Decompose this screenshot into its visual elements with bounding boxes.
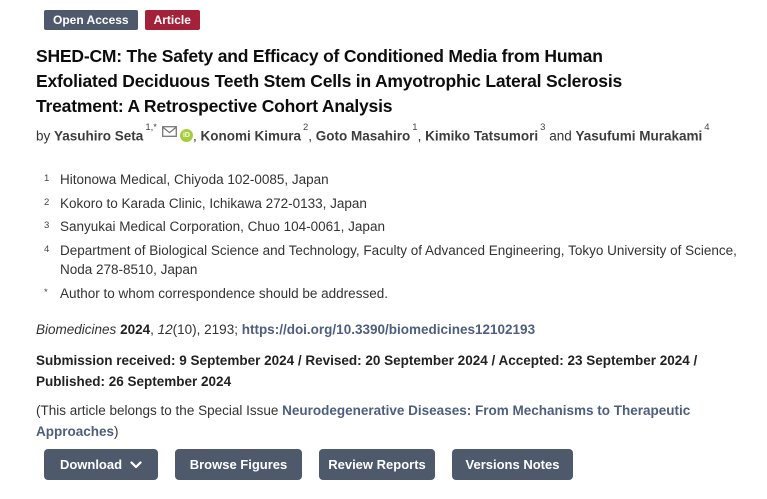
open-access-badge: Open Access [44,10,138,30]
journal-name: Biomedicines [36,322,117,337]
citation-issue-pages: (10), 2193; [172,322,242,337]
author-affiliation-sup: 1,* [145,122,157,133]
download-button-label: Download [59,457,123,472]
affiliation-item [36,194,760,214]
affiliation-text: Hitonowa Medical, Chiyoda 102-0085, Japan [60,172,329,187]
orcid-icon[interactable]: iD [180,129,193,142]
article-title-line: Exfoliated Deciduous Teeth Stem Cells in Amyotrophic Lateral Sclerosis [36,71,623,91]
citation-volume: 12 [157,322,173,337]
author-affiliation-sup: 2 [302,122,309,133]
action-button-row [44,449,573,480]
affiliation-item [36,217,760,237]
author-separator: , [308,128,316,144]
citation-line [36,322,535,337]
author-affiliation-sup: 1 [412,122,418,133]
author-link-konomi-kimura[interactable]: Konomi Kimura [200,128,301,144]
article-type-badge: Article [145,10,200,30]
affiliation-marker: 3 [44,220,50,231]
affiliation-item [36,241,760,280]
byline-prefix: by [36,128,55,144]
author-separator: and [545,128,576,144]
article-title-line: Treatment: A Retrospective Cohort Analysis [36,96,393,116]
corresponding-author-note [36,284,760,304]
affiliation-marker: 2 [44,196,50,208]
author-link-yasufumi-murakami[interactable]: Yasufumi Murakami [575,128,703,144]
citation-sep: , [150,322,158,337]
affiliation-list [36,170,760,307]
affiliation-marker: 4 [44,243,50,255]
author-separator: , [192,128,201,144]
doi-link[interactable]: https://doi.org/10.3390/biomedicines12102193 [241,322,536,337]
affiliation-item [36,170,760,190]
article-title-line: SHED-CM: The Safety and Efficacy of Conditioned Media from Human [36,46,603,66]
affiliation-text: Sanyukai Medical Corporation, Chuo 104-0061, Japan [60,219,385,234]
chevron-down-icon [130,457,142,472]
badge-row [44,10,200,30]
affiliation-text: Author to whom correspondence should be addressed. [60,285,388,301]
special-issue-prefix: (This article belongs to the Special Issue [36,403,283,418]
affiliation-text: Kokoro to Karada Clinic, Ichikawa 272-0133, Japan [60,195,367,211]
author-separator: , [417,128,426,144]
affiliation-text: Department of Biological Science and Technology, Faculty of Advanced Engineering, Tokyo University of Science, Noda 278-8510, Japan [60,242,737,277]
browse-figures-button[interactable]: Browse Figures [175,449,302,480]
author-link-yasuhiro-seta[interactable]: Yasuhiro Seta [54,128,144,144]
submission-dates: Submission received: 9 September 2024 / Revised: 20 September 2024 / Accepted: 23 September 2024 / Published: 26 September 2024 [36,353,698,389]
download-button[interactable] [44,449,158,480]
special-issue-note [36,400,742,442]
email-envelope-icon[interactable] [162,125,177,140]
affiliation-marker: 1 [44,173,50,184]
citation-year: 2024 [120,322,151,337]
author-byline [36,122,710,146]
affiliation-marker: * [44,286,48,298]
review-reports-button[interactable]: Review Reports [319,449,435,480]
author-affiliation-sup: 3 [540,122,546,133]
article-title [36,44,622,119]
author-link-kimiko-tatsumori[interactable]: Kimiko Tatsumori [425,128,539,144]
author-affiliation-sup: 4 [704,122,710,133]
versions-notes-button[interactable]: Versions Notes [452,449,573,480]
author-link-goto-masahiro[interactable]: Goto Masahiro [315,128,411,144]
special-issue-link[interactable]: Neurodegenerative Diseases: From Mechanisms to Therapeutic Approaches [36,403,691,439]
special-issue-suffix: ) [114,424,119,439]
